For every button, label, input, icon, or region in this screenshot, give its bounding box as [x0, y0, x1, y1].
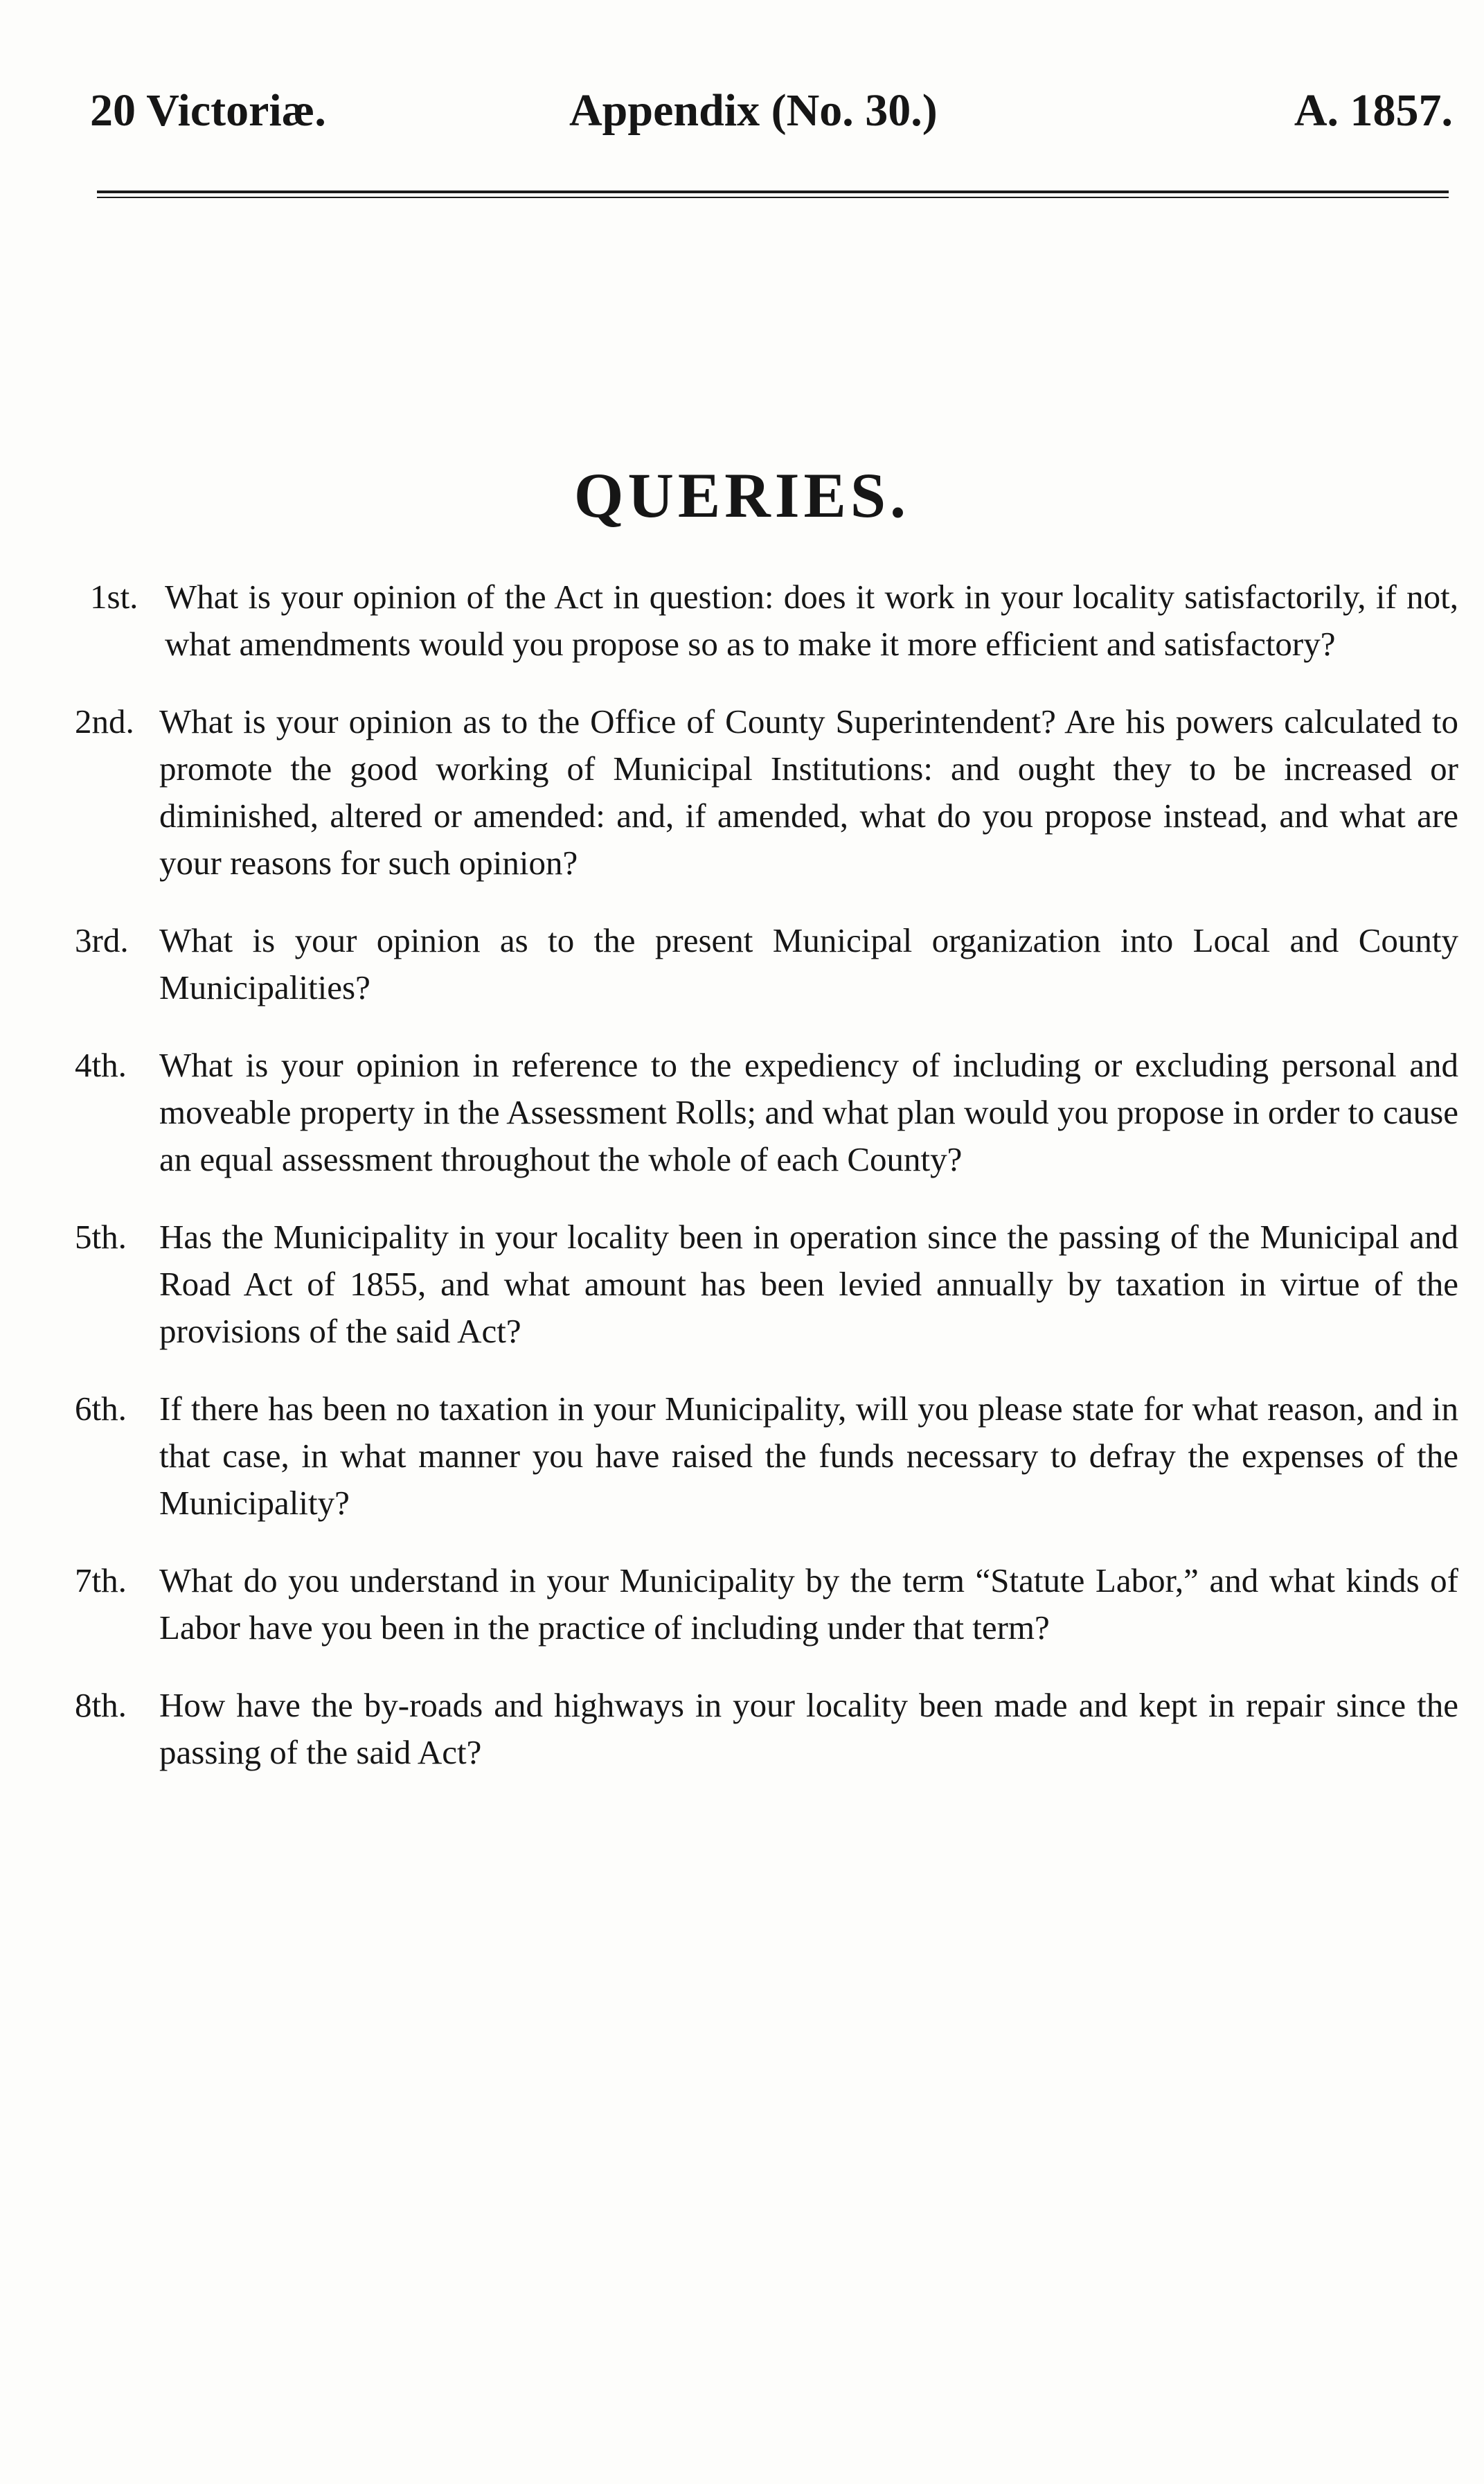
query-item [75, 1214, 1458, 1355]
query-number: 1st. [90, 578, 138, 616]
query-number: 8th. [75, 1686, 127, 1724]
header-rule-thick [97, 190, 1449, 193]
query-number: 6th. [75, 1390, 127, 1428]
query-item [75, 574, 1458, 668]
query-item [75, 1682, 1458, 1776]
query-text: What is your opinion as to the Office of County Superintendent? Are his powers calculated to promote the good working of Municipal Institutions: and ought they to be increased or diminished, altered or amended: and, if amended, what do you propose instead, and what are your reasons for such opinion? [159, 702, 1458, 882]
query-number: 2nd. [75, 702, 134, 740]
query-text: What is your opinion of the Act in question: does it work in your locality satisfactorily, if not, what amendments would you propose so as to make it more efficient and satisfactory? [165, 578, 1458, 663]
query-item [75, 917, 1458, 1011]
query-text: What is your opinion in reference to the expediency of including or excluding personal and moveable property in the Assessment Rolls; and what plan would you propose in order to cause an equal assessment throughout the whole of each County? [159, 1046, 1458, 1178]
query-text: How have the by-roads and highways in your locality been made and kept in repair since the passing of the said Act? [159, 1686, 1458, 1771]
queries-list [75, 574, 1458, 1807]
query-item [75, 1385, 1458, 1527]
query-item [75, 698, 1458, 887]
query-number: 4th. [75, 1046, 127, 1084]
query-text: What do you understand in your Municipality by the term “Statute Labor,” and what kinds of Labor have you been in the practice of including under that term? [159, 1561, 1458, 1647]
query-text: Has the Municipality in your locality been in operation since the passing of the Municipal and Road Act of 1855, and what amount has been levied annually by taxation in virtue of the provisions of the said Act? [159, 1218, 1458, 1350]
header-appendix-number: Appendix (No. 30.) [569, 85, 938, 136]
query-item [75, 1557, 1458, 1651]
query-text: What is your opinion as to the present Municipal organization into Local and County Municipalities? [159, 921, 1458, 1006]
query-item [75, 1042, 1458, 1183]
query-number: 7th. [75, 1561, 127, 1599]
query-number: 5th. [75, 1218, 127, 1256]
running-header [90, 83, 1453, 139]
query-number: 3rd. [75, 921, 129, 959]
header-year: A. 1857. [1294, 85, 1453, 136]
header-rule-thin [97, 197, 1449, 198]
page-title: QUERIES. [573, 460, 911, 531]
header-regnal-year: 20 Victoriæ. [90, 85, 326, 136]
query-text: If there has been no taxation in your Municipality, will you please state for what reason, and in that case, in what manner you have raised the funds necessary to defray the expenses of the Municipality? [159, 1390, 1458, 1522]
